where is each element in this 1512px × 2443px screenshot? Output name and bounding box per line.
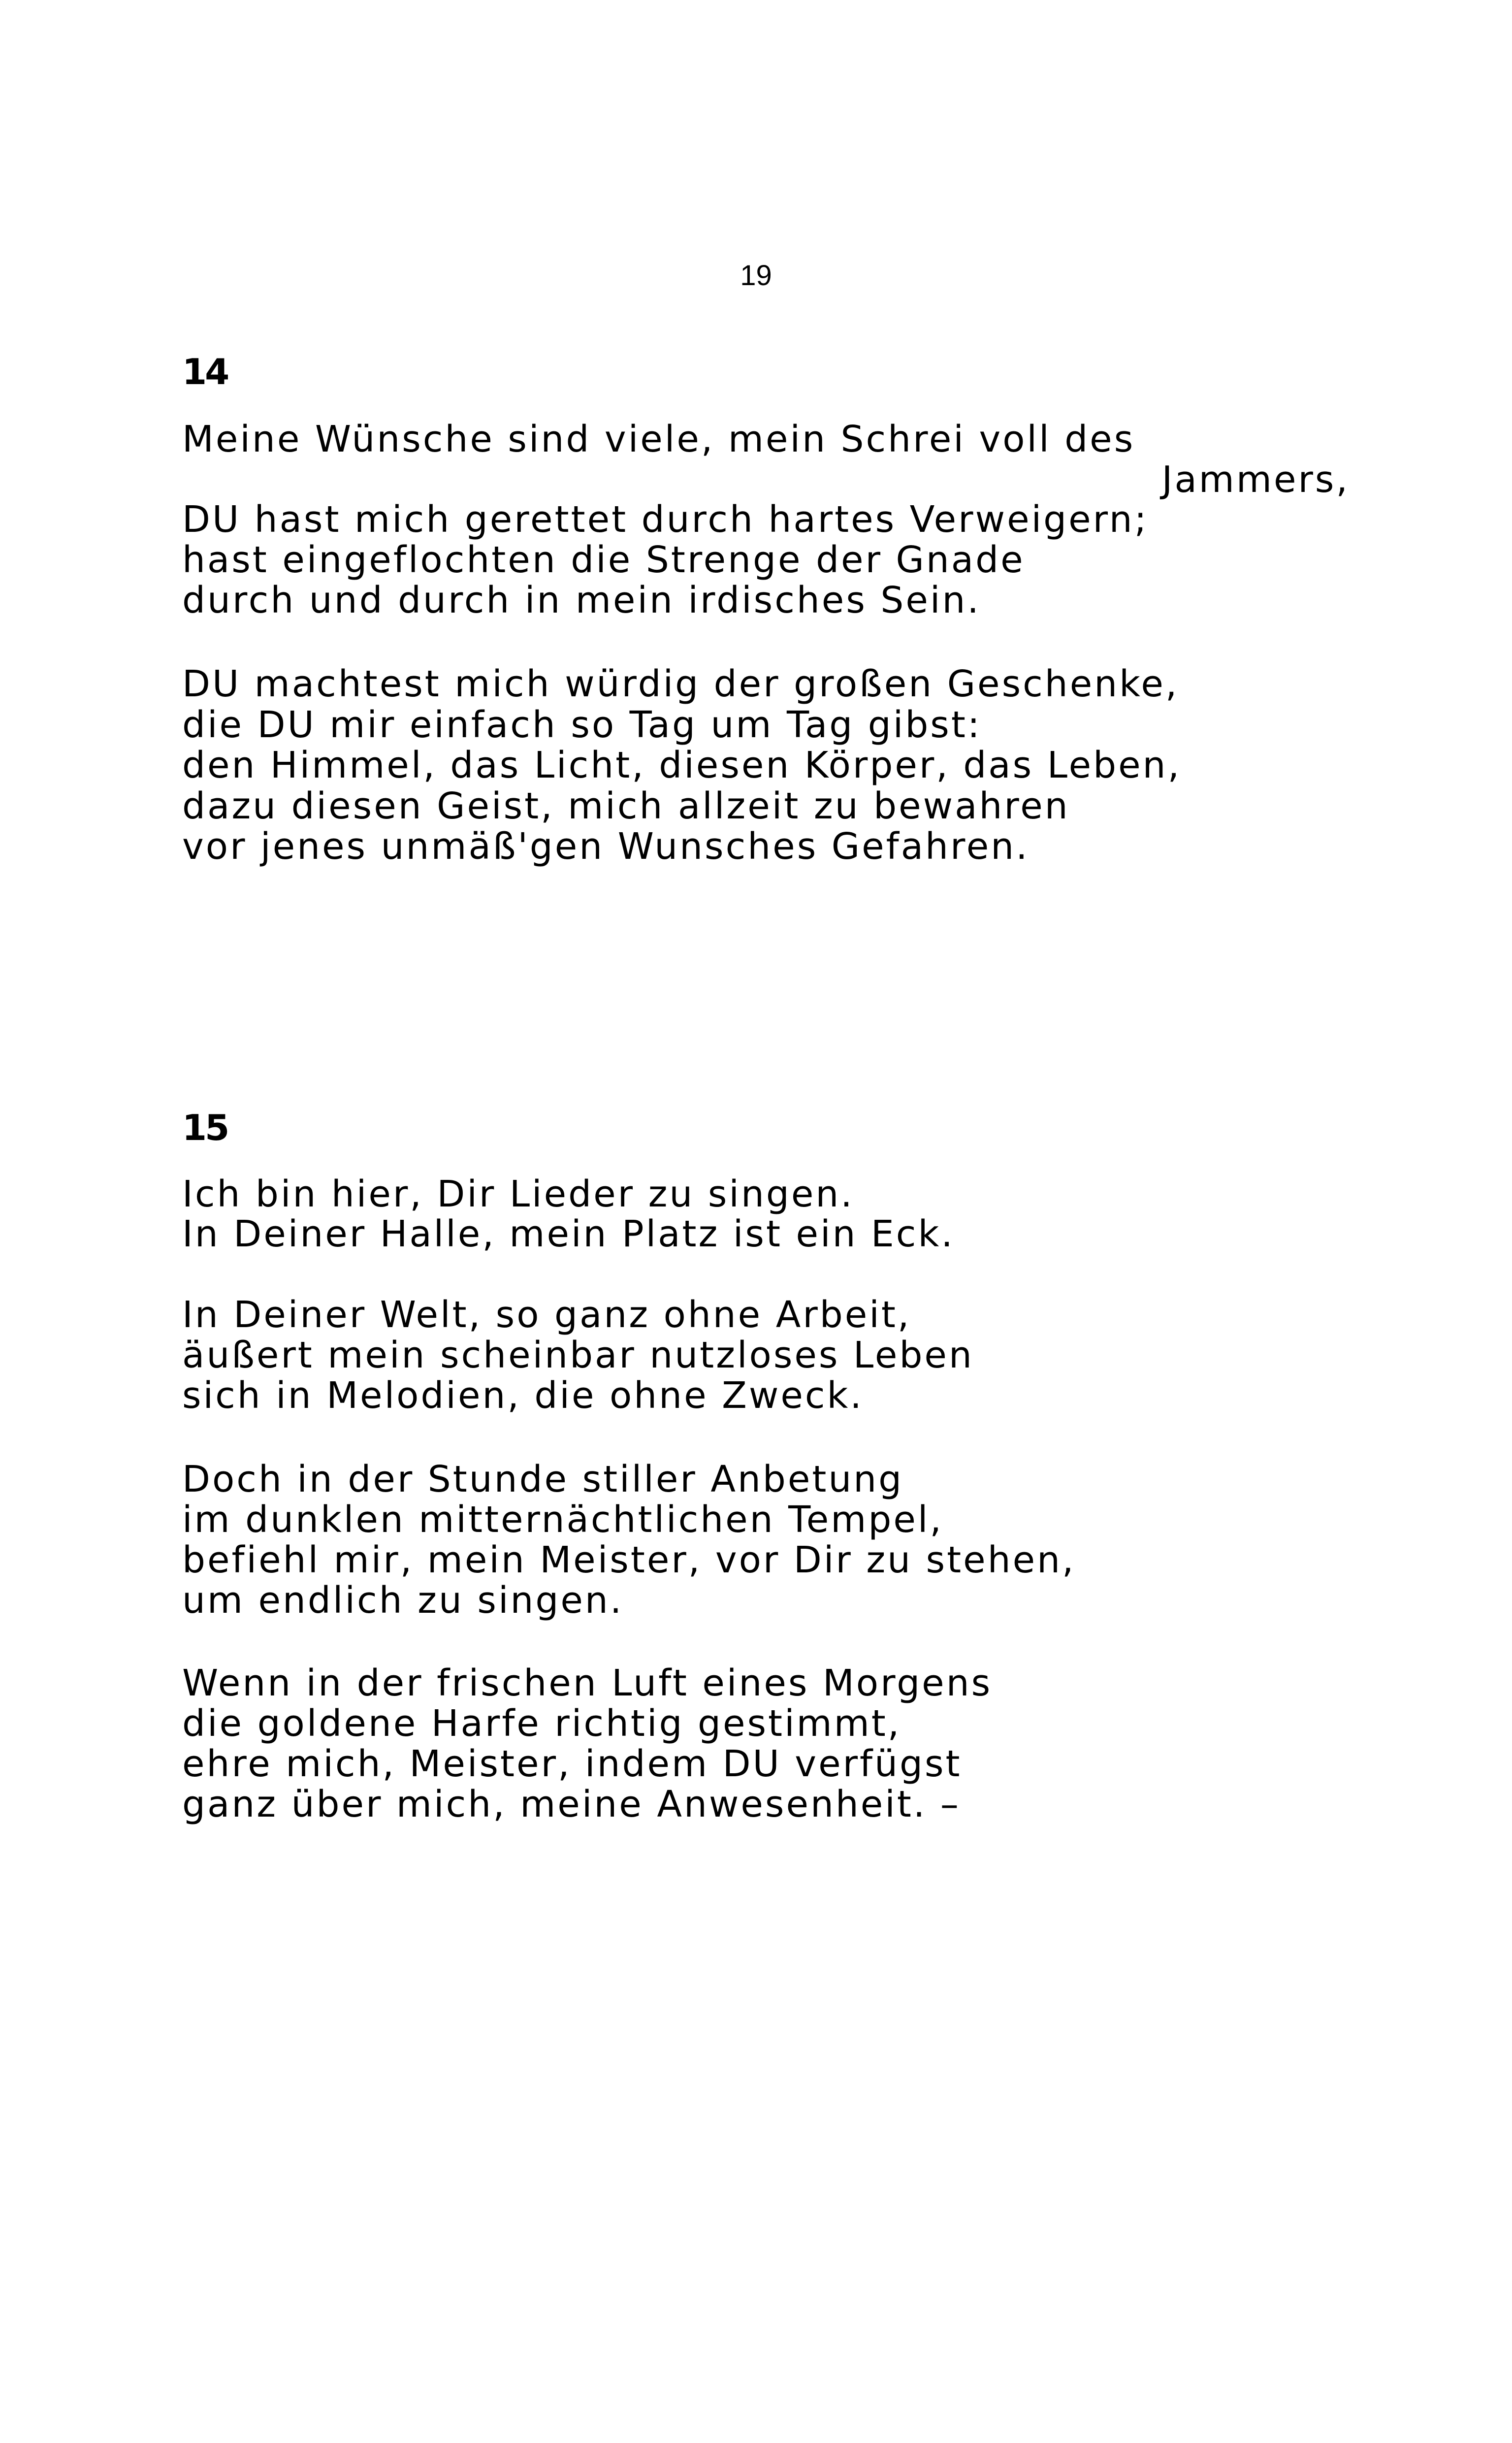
poem-14-line-8: den Himmel, das Licht, diesen Körper, das Leben, (182, 744, 1182, 786)
poem-15-line-10: Wenn in der frischen Luft eines Morgens (182, 1662, 993, 1704)
poem-14-line-4: hast eingeflochten die Strenge der Gnade (182, 539, 1025, 581)
poem-15-line-5: sich in Melodien, die ohne Zweck. (182, 1374, 864, 1417)
poem-14-line-3: DU hast mich gerettet durch hartes Verweigern; (182, 498, 1149, 541)
poem-15-line-12: ehre mich, Meister, indem DU verfügst (182, 1743, 962, 1785)
poem-15-number: 15 (182, 1107, 228, 1148)
poem-14-line-5: durch und durch in mein irdisches Sein. (182, 579, 981, 621)
poem-14-line-6: DU machtest mich würdig der großen Geschenke, (182, 663, 1179, 705)
poem-15-line-6: Doch in der Stunde stiller Anbetung (182, 1458, 904, 1500)
poem-14-line-1: Meine Wünsche sind viele, mein Schrei voll des (182, 418, 1135, 460)
poem-15-line-7: im dunklen mitternächtlichen Tempel, (182, 1498, 943, 1541)
poem-15-line-1: Ich bin hier, Dir Lieder zu singen. (182, 1173, 854, 1215)
poem-15-line-2: In Deiner Halle, mein Platz ist ein Eck. (182, 1213, 955, 1255)
poem-14-number: 14 (182, 351, 228, 392)
poem-15-line-11: die goldene Harfe richtig gestimmt, (182, 1702, 901, 1745)
poem-14-line-10: vor jenes unmäß'gen Wunsches Gefahren. (182, 825, 1029, 868)
poem-15-line-4: äußert mein scheinbar nutzloses Leben (182, 1334, 974, 1376)
poem-15-line-3: In Deiner Welt, so ganz ohne Arbeit, (182, 1294, 911, 1336)
poem-15-line-13: ganz über mich, meine Anwesenheit. – (182, 1783, 961, 1825)
poem-14-line-7: die DU mir einfach so Tag um Tag gibst: (182, 704, 982, 746)
poem-14-line-2: Jammers, (1161, 458, 1350, 501)
page-number: 19 (740, 260, 772, 292)
poem-15-line-8: befiehl mir, mein Meister, vor Dir zu stehen, (182, 1539, 1076, 1581)
poem-14-line-9: dazu diesen Geist, mich allzeit zu bewahren (182, 785, 1070, 827)
poem-15-line-9: um endlich zu singen. (182, 1579, 624, 1622)
